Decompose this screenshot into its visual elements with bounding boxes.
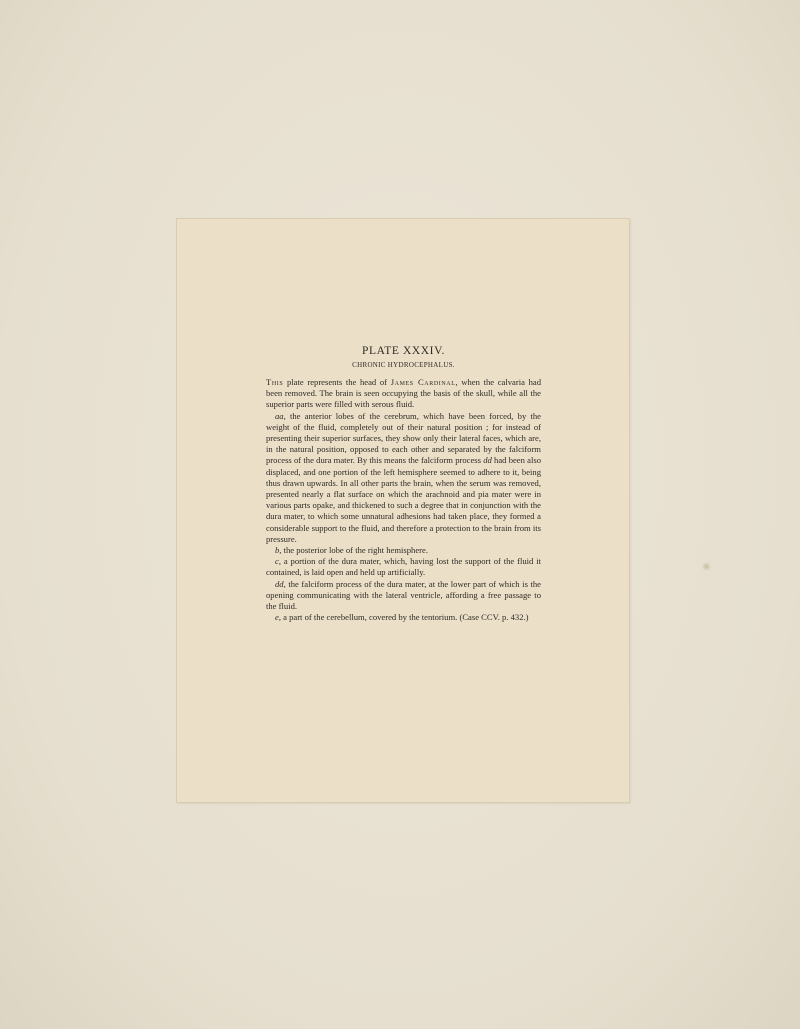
- item-label: c: [275, 556, 279, 567]
- item-paragraph-aa: [266, 411, 541, 545]
- text-block: [266, 345, 541, 623]
- plate-page: [177, 219, 629, 802]
- plate-title: PLATE XXXIV.: [361, 345, 446, 357]
- item-label: aa: [275, 410, 284, 421]
- item-paragraph-b: [266, 545, 541, 556]
- item-label: b: [275, 545, 280, 556]
- item-paragraph-e: [266, 612, 541, 623]
- item-label: e: [275, 612, 279, 623]
- intro-paragraph: [266, 377, 541, 411]
- item-label: dd: [275, 578, 284, 589]
- patient-name: James Cardinal: [390, 377, 456, 387]
- intro-lead: This: [266, 377, 284, 387]
- item-text: , a portion of the dura mater, which, having lost the support of the fluid it contained, is laid open and held up artificially.: [266, 556, 541, 578]
- plate-subtitle: CHRONIC HYDROCEPHALUS.: [352, 361, 455, 369]
- item-text: , a part of the cerebellum, covered by the tentorium. (Case CCV. p. 432.): [278, 612, 529, 623]
- intro-text-2: , when the calvaria had been removed. The brain is seen occupying the basis of the skull, while all the superior parts were filled with serous fluid.: [266, 377, 541, 410]
- item-paragraph-dd: [266, 579, 541, 613]
- item-text: , the falciform process of the dura mater, at the lower part of which is the opening communicating with the lateral ventricle, affording a free passage to the fluid.: [266, 578, 541, 612]
- item-text: , the anterior lobes of the cerebrum, which have been forced, by the weight of the fluid, completely out of their natural position ; for instead of presenting their superior surfaces, they show only their lateral faces, which are, in the natural position, opposed to each other and separated by the falciform process of the dura mater. By this means the falciform process: [266, 410, 541, 466]
- paper-speck: [702, 562, 711, 571]
- item-text: had been also displaced, and one portion of the left hemisphere seemed to adhere to it, being thus drawn upwards. In all other parts the brain, when the serum was removed, presented nearly a flat surface on which the arachnoid and pia mater were in various parts opake, and thickened to such a degree that in conjunction with the dura mater, to which some unnatural adhesions had taken place, they formed a considerable support to the fluid, and therefore a protection to the brain from its pressure.: [266, 455, 542, 544]
- item-label: dd: [483, 455, 492, 466]
- item-paragraph-c: [266, 556, 541, 578]
- intro-text-1: plate represents the head of: [283, 377, 391, 387]
- item-text: , the posterior lobe of the right hemisphere.: [279, 545, 428, 556]
